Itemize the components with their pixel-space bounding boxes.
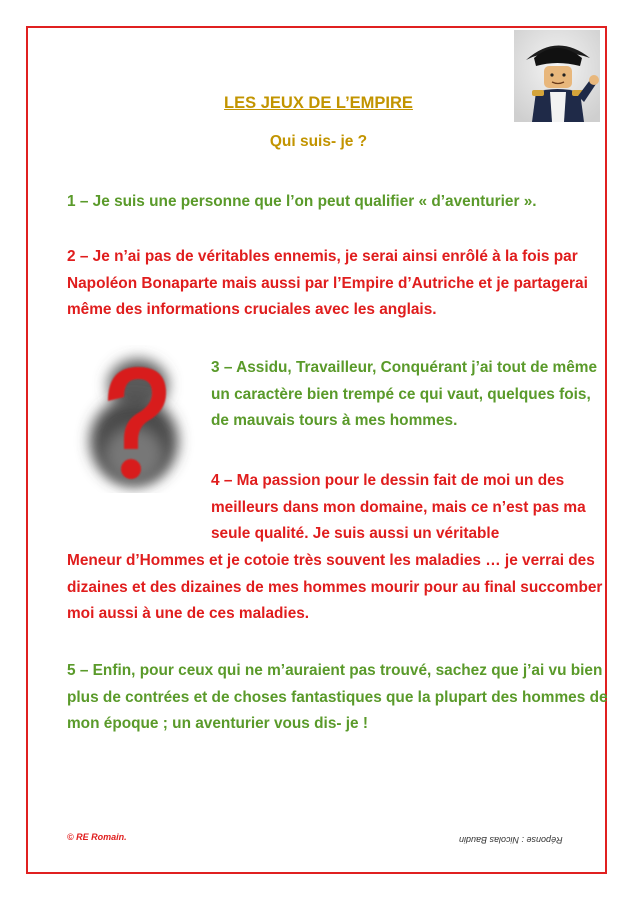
clue-2: 2 – Je n’ai pas de véritables ennemis, je serai ainsi enrôlé à la fois par Napoléon Bonaparte mais aussi par l’Empire d’Autriche et je partagerai même des informations cruciales avec les anglais. [67,248,588,319]
copyright-note: © RE Romain. [67,832,127,842]
upside-down-answer: Réponse : Nicolas Baudin [459,835,563,845]
clue-3: 3 – Assidu, Travailleur, Conquérant j’ai tout de même un caractère bien trempé ce qui vaut, quelques fois, de mauvais tours à mes hommes. [211,359,598,430]
page-subtitle: Qui suis- je ? [269,133,368,150]
page-title: LES JEUX DE L’EMPIRE [224,94,413,112]
clue-1: 1 – Je suis une personne que l’on peut qualifier « d’aventurier ». [67,193,537,210]
clue-4-part-1: 4 – Ma passion pour le dessin fait de moi un des meilleurs dans mon domaine, mais ce n’est pas ma seule qualité. Je suis aussi un véritable [211,472,586,543]
question-mark-image [68,345,198,493]
clue-5: 5 – Enfin, pour ceux qui ne m’auraient pas trouvé, sachez que j’ai vu bien plus de contrées et de choses fantastiques que la plupart des hommes de mon époque ; un aventurier vous dis- je ! [67,662,608,733]
clue-4-part-2: Meneur d’Hommes et je cotoie très souvent les maladies … je verrai des dizaines et des dizaines de mes hommes mourir pour au final succomber moi aussi à une de ces maladies. [67,552,603,623]
